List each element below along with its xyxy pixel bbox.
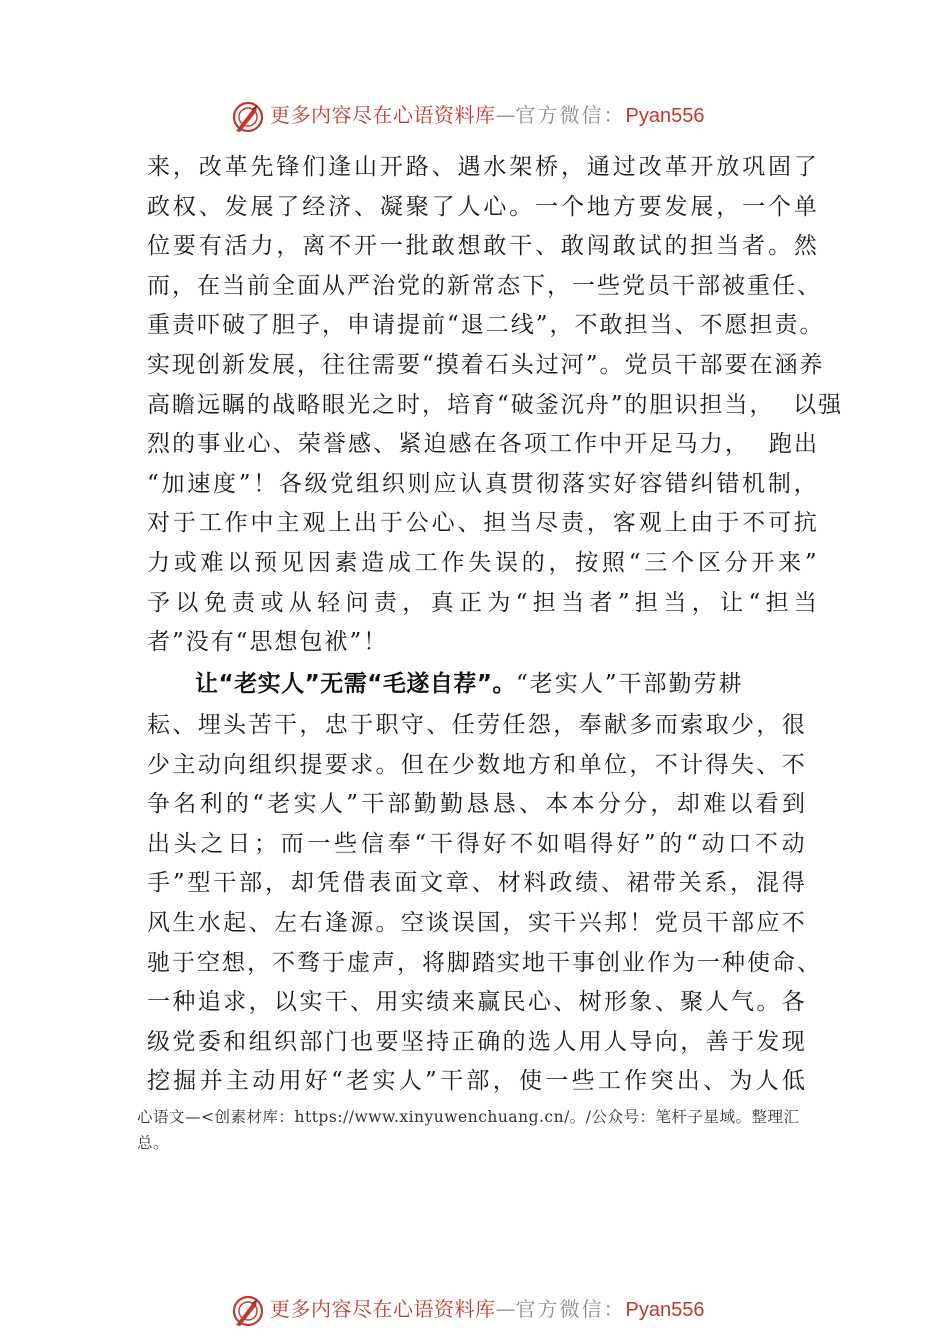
paragraph-2-first-line-rest: “老实人”干部勤劳耕	[515, 671, 744, 697]
text-line: 予 以 免 责 或 从 轻 问 责 ， 真 正 为 “ 担 当 者 ” 担 当 ， 让 “ 担 当	[147, 589, 819, 616]
paragraph-1	[147, 148, 844, 663]
header-wechat-id: Pyan556	[625, 105, 705, 127]
footer-banner	[0, 1288, 950, 1332]
header-wechat-label: 官方微信：	[515, 103, 626, 127]
text-line: 驰 于 空 想 ， 不 骛 于 虚 声 ， 将 脚 踏 实 地 干 事 创 业 作 为 一 种 使 命 、	[147, 949, 822, 976]
footer-wechat-label: 官方微信：	[515, 1297, 626, 1321]
footer-dash: —	[495, 1297, 516, 1321]
text-line: 对 于 工 作 中 主 观 上 出 于 公 心 、 担 当 尽 责 ， 客 观 上 由 于 不 可 抗	[147, 510, 819, 537]
paragraph-2	[147, 706, 822, 1102]
text-line: 争 名 利 的 “ 老 实 人 ” 干 部 勤 勤 恳 恳 、 本 本 分 分 ， 却 难 以 看 到	[147, 791, 807, 818]
text-line: 出 头 之 日 ； 而 一 些 信 奉 “ 干 得 好 不 如 唱 得 好 ” 的 “ 动 口 不 动	[147, 830, 807, 857]
text-line: 者”没有“思想包袱”！	[147, 629, 389, 656]
text-line: 烈 的 事 业 心 、 荣 誉 感 、 紧 迫 感 在 各 项 工 作 中 开 足 马 力 ， 跑 出	[147, 431, 819, 458]
text-line: 力 或 难 以 预 见 因 素 造 成 工 作 失 误 的 ， 按 照 “ 三 个 区 分 开 来 ”	[147, 549, 819, 576]
footer-brand-text: 更多内容尽在心语资料库	[270, 1297, 496, 1321]
text-line: 而 ， 在 当 前 全 面 从 严 治 党 的 新 常 态 下 ， 一 些 党 员 干 部 被 重 任 、	[147, 272, 822, 299]
text-line: 来 ， 改 革 先 锋 们 逢 山 开 路 、 遇 水 架 桥 ， 通 过 改 革 开 放 巩 固 了	[147, 154, 819, 180]
text-line: 实 现 创 新 发 展 ， 往 往 需 要 “ 摸 着 石 头 过 河 ” 。 党 员 干 部 要 在 涵 养	[147, 351, 825, 378]
text-line: 重 责 吓 破 了 胆 子 ， 申 请 提 前 “ 退 二 线 ” ， 不 敢 担 当 、 不 愿 担 责 。	[147, 312, 825, 339]
paragraph-2-first-line	[147, 664, 807, 704]
pen-logo-icon	[230, 98, 266, 134]
text-line: 少 主 动 向 组 织 提 要 求 。 但 在 少 数 地 方 和 单 位 ， 不 计 得 失 、 不	[147, 751, 807, 778]
text-line: 位 要 有 活 力 ， 离 不 开 一 批 敢 想 敢 干 、 敢 闯 敢 试 的 担 当 者 。 然	[147, 233, 819, 260]
text-line: “ 加 速 度 ” ！ 各 级 党 组 织 则 应 认 真 贯 彻 落 实 好 容 错 纠 错 机 制 ，	[147, 470, 819, 497]
header-banner	[0, 94, 950, 138]
source-note: 心语文—<创素材库：https://www.xinyuwenchuang.cn/。/公众号：笔杆子星域。整理汇总。	[137, 1108, 800, 1152]
text-line: 耘 、 埋 头 苦 干 ， 忠 于 职 守 、 任 劳 任 怨 ， 奉 献 多 而 索 取 少 ， 很	[147, 712, 807, 738]
text-line: 风 生 水 起 、 左 右 逢 源 。 空 谈 误 国 ， 实 干 兴 邦 ！ 党 员 干 部 应 不	[147, 909, 807, 936]
paragraph-2-heading: 让“老实人”无需“毛遂自荐”。	[195, 671, 516, 697]
header-brand-text: 更多内容尽在心语资料库	[270, 103, 496, 127]
text-line: 一 种 追 求 ， 以 实 干 、 用 实 绩 来 赢 民 心 、 树 形 象 、 聚 人 气 。 各	[147, 989, 807, 1016]
text-line: 手 ” 型 干 部 ， 却 凭 借 表 面 文 章 、 材 料 政 绩 、 裙 带 关 系 ， 混 得	[147, 870, 807, 897]
header-dash: —	[495, 103, 516, 127]
text-line: 政 权 、 发 展 了 经 济 、 凝 聚 了 人 心 。 一 个 地 方 要 发 展 ， 一 个 单	[147, 193, 819, 220]
pen-logo-icon	[230, 1292, 266, 1328]
footer-wechat-id: Pyan556	[625, 1299, 705, 1321]
text-line: 级 党 委 和 组 织 部 门 也 要 坚 持 正 确 的 选 人 用 人 导 向 ， 善 于 发 现	[147, 1028, 807, 1055]
text-line: 挖 掘 并 主 动 用 好 “ 老 实 人 ” 干 部 ， 使 一 些 工 作 突 出 、 为 人 低	[147, 1068, 807, 1095]
text-line: 高 瞻 远 瞩 的 战 略 眼 光 之 时 ， 培 育 “ 破 釜 沉 舟 ” 的 胆 识 担 当 ， 以 强	[147, 391, 844, 418]
